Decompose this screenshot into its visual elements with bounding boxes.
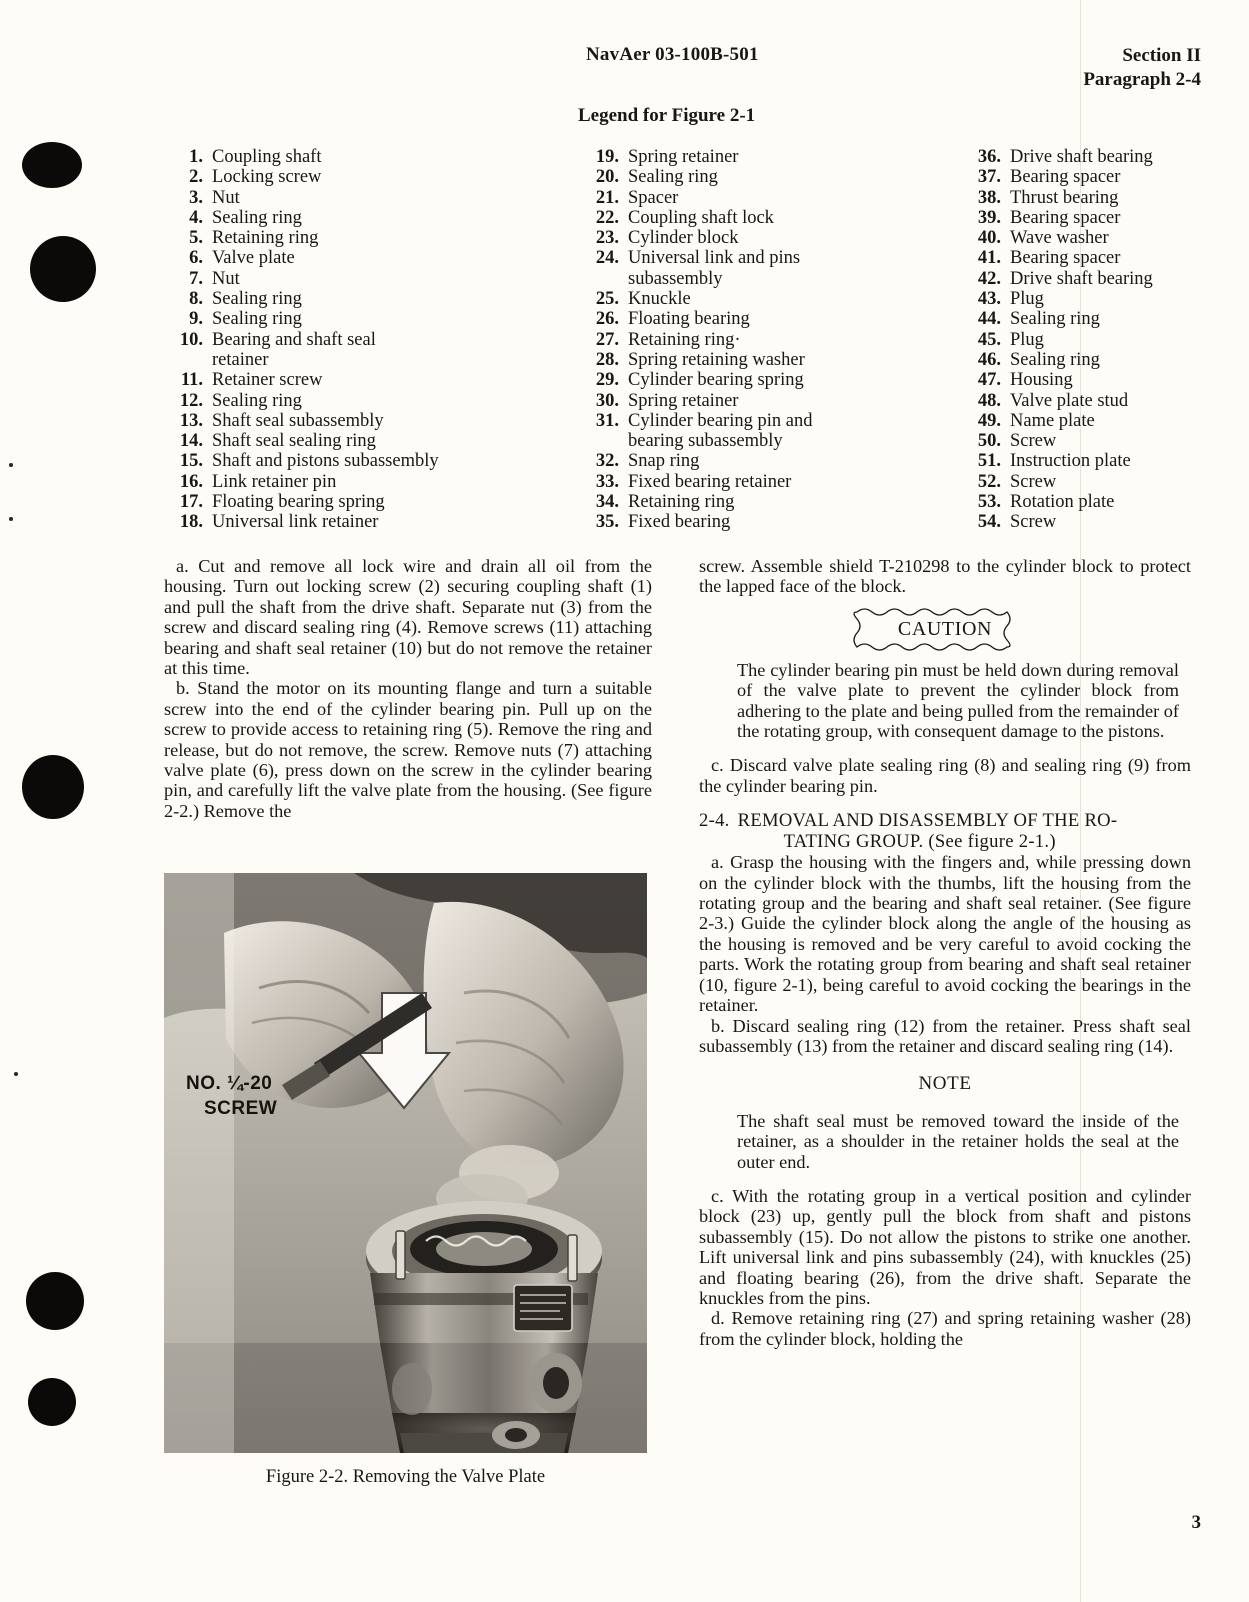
legend-item-label-line1: Fixed bearing retainer bbox=[628, 471, 792, 492]
legend-item-label bbox=[212, 248, 486, 268]
hole-punch-mark bbox=[26, 1272, 84, 1330]
legend-item bbox=[176, 370, 486, 390]
figure-2-2 bbox=[164, 873, 647, 1488]
section-heading-2-4 bbox=[699, 810, 1191, 852]
legend-item-label-line1: Sealing ring bbox=[1010, 349, 1100, 370]
legend-item-label-line1: Knuckle bbox=[628, 289, 691, 310]
hole-punch-mark bbox=[30, 236, 96, 302]
legend-item-number: 14. bbox=[179, 431, 203, 452]
legend-item-label bbox=[212, 228, 486, 248]
legend-item-number: 48. bbox=[977, 390, 1001, 411]
legend-item-label-line1: Valve plate bbox=[212, 248, 295, 269]
legend-item-number: 47. bbox=[977, 370, 1001, 391]
caution-label: CAUTION bbox=[897, 618, 993, 641]
legend-item bbox=[592, 350, 922, 370]
legend-item bbox=[592, 492, 922, 512]
header-section-block bbox=[1083, 44, 1201, 92]
legend-item-label-line1: Cylinder bearing pin and bbox=[628, 410, 813, 431]
legend-item-label-line1: Sealing ring bbox=[212, 207, 302, 228]
legend-item-label-line1: Sealing ring bbox=[628, 167, 718, 188]
legend-item bbox=[592, 208, 922, 228]
legend-item-number: 10. bbox=[179, 329, 203, 350]
legend-item-label bbox=[1010, 350, 1224, 370]
legend-item-label bbox=[628, 451, 922, 471]
legend-item bbox=[592, 309, 922, 329]
legend-item-number: 31. bbox=[595, 410, 619, 431]
legend-item-number: 40. bbox=[977, 228, 1001, 249]
legend-item-number: 28. bbox=[595, 349, 619, 370]
paragraph-b: b. Stand the motor on its mounting flange and turn a suitable screw into the end of the cylinder bearing pin. Pull up on the screw to provide access to retaining ring (5). Remove the ring and release, but do not remove, the screw. Remove nuts (7) attaching valve plate (6), press down on the screw in the cylinder bearing pin, and carefully lift the valve plate from the housing. (See figure 2-2.) Remove the bbox=[164, 678, 652, 821]
legend-item bbox=[176, 492, 486, 512]
legend-item-label-line1: Valve plate stud bbox=[1010, 390, 1129, 411]
legend-item bbox=[974, 451, 1224, 471]
legend-item bbox=[592, 451, 922, 471]
legend-item-number: 11. bbox=[180, 370, 203, 391]
legend-item-label bbox=[1010, 147, 1224, 167]
legend-item-label bbox=[628, 309, 922, 329]
legend-item-label bbox=[212, 147, 486, 167]
legend-item-number: 36. bbox=[977, 147, 1001, 167]
paragraph-a: a. Cut and remove all lock wire and drain all oil from the housing. Turn out locking screw (2) securing coupling shaft (1) and pull the shaft from the drive shaft. Separate nut (3) from the screw and discard sealing ring (4). Remove screws (11) attaching bearing and shaft seal retainer (10) but do not remove the retainer at this time. bbox=[164, 556, 652, 679]
legend-item bbox=[974, 309, 1224, 329]
legend-item-label bbox=[212, 309, 486, 329]
legend-item bbox=[592, 248, 922, 289]
legend-item-label-line2: bearing subassembly bbox=[628, 431, 783, 452]
legend-item bbox=[592, 391, 922, 411]
legend-item-label-line1: Floating bearing bbox=[628, 309, 750, 330]
legend-item-number: 42. bbox=[977, 268, 1001, 289]
legend-item-label-line1: Snap ring bbox=[628, 451, 700, 472]
legend-item-number: 41. bbox=[977, 248, 1001, 269]
legend-item-number: 45. bbox=[977, 329, 1001, 350]
legend-item bbox=[176, 289, 486, 309]
legend-item-number: 39. bbox=[977, 207, 1001, 228]
legend-item bbox=[176, 451, 486, 471]
legend-item bbox=[974, 411, 1224, 431]
legend-item-label-line1: Instruction plate bbox=[1010, 451, 1131, 472]
legend-item bbox=[974, 167, 1224, 187]
legend-item-label bbox=[1010, 411, 1224, 431]
legend-item-number: 7. bbox=[189, 268, 203, 289]
legend-item-label-line1: Link retainer pin bbox=[212, 471, 337, 492]
legend-item-number: 13. bbox=[179, 410, 203, 431]
legend-item-label bbox=[628, 330, 922, 350]
legend-item-label bbox=[1010, 309, 1224, 329]
legend-item bbox=[176, 309, 486, 329]
legend-item bbox=[176, 269, 486, 289]
figure-photograph bbox=[164, 873, 647, 1453]
legend-item-label-line1: Screw bbox=[1010, 431, 1057, 452]
legend-item-label bbox=[212, 431, 486, 451]
legend-item-label-line1: Floating bearing spring bbox=[212, 492, 385, 513]
legend-item bbox=[176, 147, 486, 167]
legend-item-number: 15. bbox=[179, 451, 203, 472]
legend-item-label-line1: Universal link retainer bbox=[212, 512, 379, 533]
legend-item-label bbox=[628, 289, 922, 309]
legend-item-label-line1: Housing bbox=[1010, 370, 1073, 391]
caution-body-block bbox=[699, 660, 1191, 742]
legend-item-number: 23. bbox=[595, 228, 619, 249]
legend-item bbox=[974, 512, 1224, 532]
legend-item-number: 24. bbox=[595, 248, 619, 269]
legend-item-label bbox=[628, 188, 922, 208]
legend-item-number: 6. bbox=[189, 248, 203, 269]
legend-item-label-line1: Retaining ring· bbox=[628, 329, 741, 350]
legend-item-number: 38. bbox=[977, 187, 1001, 208]
legend-item-label-line1: Coupling shaft lock bbox=[628, 207, 774, 228]
legend-item bbox=[974, 147, 1224, 167]
legend-item-number: 34. bbox=[595, 492, 619, 513]
legend-item-label-line1: Drive shaft bearing bbox=[1010, 268, 1153, 289]
legend-item bbox=[592, 147, 922, 167]
legend-item-label bbox=[1010, 431, 1224, 451]
legend-item-number: 9. bbox=[189, 309, 203, 330]
legend-item bbox=[974, 350, 1224, 370]
note-body-block bbox=[699, 1111, 1191, 1172]
paragraph-2-4-c: c. With the rotating group in a vertical position and cylinder block (23) up, gently pull the block from shaft and pistons subassembly (15). Do not allow the pistons to strike one another. Lift universal link and pins subassembly (24), with knuckles (25) and floating bearing (26), from the drive shaft. Separate the knuckles from the pins. bbox=[699, 1185, 1191, 1308]
legend-item-label bbox=[1010, 248, 1224, 268]
legend-item bbox=[176, 512, 486, 532]
legend-item-label-line1: Drive shaft bearing bbox=[1010, 147, 1153, 167]
body-column-right bbox=[699, 556, 1191, 1349]
legend-item-label-line1: Thrust bearing bbox=[1010, 187, 1119, 208]
legend-item bbox=[592, 370, 922, 390]
legend-item-label bbox=[628, 208, 922, 228]
legend-item-number: 26. bbox=[595, 309, 619, 330]
legend-item bbox=[974, 330, 1224, 350]
legend-item bbox=[176, 228, 486, 248]
legend-item-number: 30. bbox=[595, 390, 619, 411]
legend-item-number: 49. bbox=[977, 410, 1001, 431]
legend-item-label bbox=[1010, 330, 1224, 350]
legend-item-label-line2: subassembly bbox=[628, 268, 723, 289]
legend-item-label bbox=[212, 330, 486, 371]
legend-item bbox=[592, 330, 922, 350]
legend-item-label bbox=[212, 512, 486, 532]
caution-box-wrapper bbox=[699, 607, 1191, 652]
legend-item-label bbox=[212, 451, 486, 471]
legend-item bbox=[592, 472, 922, 492]
photo-callout-line1: NO. ¼-20 bbox=[186, 1073, 273, 1094]
document-number: NavAer 03-100B-501 bbox=[586, 44, 759, 65]
legend-item-label-line1: Retaining ring bbox=[628, 492, 735, 513]
legend-item-label-line1: Locking screw bbox=[212, 167, 322, 188]
legend-item-number: 3. bbox=[189, 187, 203, 208]
legend-item bbox=[974, 208, 1224, 228]
legend-item-number: 52. bbox=[977, 471, 1001, 492]
legend-title: Legend for Figure 2-1 bbox=[578, 105, 756, 126]
legend-item-label-line1: Nut bbox=[212, 268, 240, 289]
legend-item-label-line1: Shaft seal sealing ring bbox=[212, 431, 376, 452]
legend-item-label bbox=[628, 492, 922, 512]
legend-item-number: 27. bbox=[595, 329, 619, 350]
legend-item bbox=[176, 248, 486, 268]
legend-item-label-line1: Plug bbox=[1010, 329, 1044, 350]
legend-item-label-line1: Fixed bearing bbox=[628, 512, 731, 533]
legend-item-label-line1: Bearing spacer bbox=[1010, 248, 1121, 269]
legend-item-number: 32. bbox=[595, 451, 619, 472]
legend-item-label bbox=[628, 248, 922, 289]
legend-item-label bbox=[1010, 188, 1224, 208]
legend-item-label bbox=[628, 147, 922, 167]
legend-item-label bbox=[1010, 370, 1224, 390]
legend-item-number: 18. bbox=[179, 512, 203, 533]
legend-column-3 bbox=[974, 147, 1224, 533]
legend-item-label-line1: Sealing ring bbox=[212, 390, 302, 411]
legend-item-number: 8. bbox=[189, 289, 203, 310]
legend-item-number: 43. bbox=[977, 289, 1001, 310]
legend-item-label-line1: Cylinder block bbox=[628, 228, 739, 249]
legend-item-label bbox=[628, 411, 922, 452]
section-label: Section II bbox=[1122, 45, 1201, 66]
page-number: 3 bbox=[1191, 1512, 1201, 1533]
legend-item-label bbox=[1010, 269, 1224, 289]
legend-item-label bbox=[212, 188, 486, 208]
note-body: The shaft seal must be removed toward the inside of the retainer, as a shoulder in the retainer holds the seal at the outer end. bbox=[737, 1110, 1179, 1172]
paragraph-2-4-d: d. Remove retaining ring (27) and spring retaining washer (28) from the cylinder block, holding the bbox=[699, 1308, 1191, 1349]
legend-item-label-line1: Spacer bbox=[628, 187, 679, 208]
legend-item-label-line1: Sealing ring bbox=[212, 289, 302, 310]
hole-punch-mark bbox=[22, 142, 82, 188]
legend-item-label bbox=[1010, 167, 1224, 187]
legend-item-label-line1: Screw bbox=[1010, 471, 1057, 492]
legend-item-number: 54. bbox=[977, 512, 1001, 533]
legend-item-label bbox=[628, 370, 922, 390]
legend-item-number: 4. bbox=[189, 207, 203, 228]
legend-item bbox=[176, 391, 486, 411]
paragraph-label: Paragraph 2-4 bbox=[1083, 69, 1201, 90]
legend-item-label bbox=[212, 269, 486, 289]
legend-item-number: 33. bbox=[595, 471, 619, 492]
legend-item bbox=[176, 188, 486, 208]
legend-item-number: 12. bbox=[179, 390, 203, 411]
legend-item-number: 29. bbox=[595, 370, 619, 391]
legend-item bbox=[974, 269, 1224, 289]
legend-item-label bbox=[1010, 472, 1224, 492]
legend-item-number: 16. bbox=[179, 471, 203, 492]
legend-item-number: 44. bbox=[977, 309, 1001, 330]
body-column-left bbox=[164, 556, 652, 821]
legend-item-label bbox=[212, 472, 486, 492]
legend-item-number: 37. bbox=[977, 167, 1001, 188]
legend-item bbox=[176, 431, 486, 451]
scan-speck bbox=[14, 1072, 18, 1076]
paragraph-c: c. Discard valve plate sealing ring (8) and sealing ring (9) from the cylinder bearing pin. bbox=[699, 755, 1191, 796]
legend-item bbox=[176, 411, 486, 431]
legend-item-number: 1. bbox=[189, 147, 203, 167]
legend-item bbox=[974, 370, 1224, 390]
legend-column-1 bbox=[176, 147, 486, 533]
legend-item-label-line1: Rotation plate bbox=[1010, 492, 1115, 513]
scan-speck bbox=[9, 517, 13, 521]
legend-item bbox=[592, 188, 922, 208]
legend-item bbox=[592, 512, 922, 532]
caution-box bbox=[853, 607, 1037, 652]
legend-item-label bbox=[628, 472, 922, 492]
section-title-line2: TATING GROUP. (See figure 2-1.) bbox=[783, 831, 1056, 853]
legend-item-label-line1: Wave washer bbox=[1010, 228, 1109, 249]
legend-item-label-line1: Plug bbox=[1010, 289, 1044, 310]
legend-item-number: 5. bbox=[189, 228, 203, 249]
legend-block bbox=[0, 147, 1249, 537]
legend-item bbox=[176, 208, 486, 228]
legend-item-label-line2: retainer bbox=[212, 349, 269, 370]
legend-item bbox=[974, 188, 1224, 208]
legend-item-label bbox=[628, 512, 922, 532]
legend-item-label bbox=[1010, 451, 1224, 471]
photo-callout-line2: SCREW bbox=[204, 1098, 278, 1119]
legend-item-label-line1: Universal link and pins bbox=[628, 248, 801, 269]
legend-item bbox=[176, 330, 486, 371]
legend-item bbox=[176, 472, 486, 492]
legend-item-label bbox=[212, 167, 486, 187]
legend-item-label-line1: Screw bbox=[1010, 512, 1057, 533]
scan-speck bbox=[9, 463, 13, 467]
legend-item bbox=[592, 167, 922, 187]
legend-item-number: 53. bbox=[977, 492, 1001, 513]
legend-item-label bbox=[1010, 492, 1224, 512]
legend-item-label-line1: Bearing spacer bbox=[1010, 207, 1121, 228]
legend-item-label-line1: Spring retaining washer bbox=[628, 349, 805, 370]
photo-callout-label bbox=[186, 1071, 277, 1121]
legend-item-number: 21. bbox=[595, 187, 619, 208]
page-header bbox=[0, 44, 1249, 104]
legend-item-number: 25. bbox=[595, 289, 619, 310]
legend-item-label bbox=[628, 228, 922, 248]
legend-item-label bbox=[212, 492, 486, 512]
legend-item-number: 19. bbox=[595, 147, 619, 167]
legend-item-label bbox=[212, 370, 486, 390]
paragraph-2-4-b: b. Discard sealing ring (12) from the retainer. Press shaft seal subassembly (13) from the retainer and discard sealing ring (14). bbox=[699, 1015, 1191, 1056]
legend-item bbox=[974, 228, 1224, 248]
legend-item bbox=[974, 431, 1224, 451]
legend-item bbox=[592, 228, 922, 248]
legend-item bbox=[974, 391, 1224, 411]
legend-column-2 bbox=[592, 147, 922, 533]
legend-item-label-line1: Retaining ring bbox=[212, 228, 319, 249]
legend-item-number: 17. bbox=[179, 492, 203, 513]
legend-item-label-line1: Coupling shaft bbox=[212, 147, 322, 167]
legend-item-label-line1: Bearing and shaft seal bbox=[212, 329, 376, 350]
legend-item-label bbox=[1010, 391, 1224, 411]
legend-item bbox=[974, 472, 1224, 492]
legend-item-label-line1: Retainer screw bbox=[212, 370, 323, 391]
legend-item-label bbox=[628, 391, 922, 411]
legend-item bbox=[592, 289, 922, 309]
legend-item-label bbox=[212, 411, 486, 431]
legend-item-label bbox=[628, 167, 922, 187]
legend-item bbox=[592, 411, 922, 452]
legend-item bbox=[974, 289, 1224, 309]
legend-item-label bbox=[1010, 208, 1224, 228]
legend-item-label-line1: Spring retainer bbox=[628, 390, 739, 411]
legend-item-label bbox=[628, 350, 922, 370]
legend-item-label bbox=[212, 391, 486, 411]
legend-item-label bbox=[1010, 512, 1224, 532]
legend-item-label bbox=[1010, 289, 1224, 309]
legend-item-number: 50. bbox=[977, 431, 1001, 452]
legend-item-number: 2. bbox=[189, 167, 203, 188]
legend-item-number: 35. bbox=[595, 512, 619, 533]
legend-item bbox=[176, 167, 486, 187]
legend-item-number: 20. bbox=[595, 167, 619, 188]
legend-item-number: 22. bbox=[595, 207, 619, 228]
note-label: NOTE bbox=[918, 1073, 972, 1095]
hole-punch-mark bbox=[22, 755, 84, 819]
hole-punch-mark bbox=[28, 1378, 76, 1426]
figure-caption: Figure 2-2. Removing the Valve Plate bbox=[265, 1467, 546, 1487]
legend-item-label bbox=[212, 208, 486, 228]
paragraph-continued: screw. Assemble shield T-210298 to the cylinder block to protect the lapped face of the block. bbox=[699, 556, 1191, 597]
legend-item-label-line1: Nut bbox=[212, 187, 240, 208]
legend-item-number: 46. bbox=[977, 349, 1001, 370]
scan-streak bbox=[1080, 0, 1081, 1602]
legend-item bbox=[974, 248, 1224, 268]
legend-item-label-line1: Shaft and pistons subassembly bbox=[212, 451, 439, 472]
legend-item-label-line1: Bearing spacer bbox=[1010, 167, 1121, 188]
paragraph-2-4-a: a. Grasp the housing with the fingers and, while pressing down on the cylinder block with the thumbs, lift the housing from the rotating group and the bearing and shaft seal retainer. (See figure 2-3.) Guide the cylinder block along the angle of the housing as the housing is removed and be very careful to avoid cocking the parts. Work the rotating group from bearing and shaft seal retainer (10, figure 2-1), being careful to avoid cocking the bearings in the retainer. bbox=[699, 852, 1191, 1016]
legend-item-label-line1: Spring retainer bbox=[628, 147, 739, 167]
legend-item-label-line1: Sealing ring bbox=[1010, 309, 1100, 330]
section-title-line1: REMOVAL AND DISASSEMBLY OF THE RO- bbox=[737, 810, 1118, 832]
legend-item-label-line1: Name plate bbox=[1010, 410, 1095, 431]
legend-item-number: 51. bbox=[977, 451, 1001, 472]
legend-item-label-line1: Sealing ring bbox=[212, 309, 302, 330]
section-number: 2-4. bbox=[699, 810, 730, 832]
legend-item bbox=[974, 492, 1224, 512]
legend-item-label-line1: Cylinder bearing spring bbox=[628, 370, 804, 391]
caution-body: The cylinder bearing pin must be held down during removal of the valve plate to prevent the cylinder block from adhering to the plate and being pulled from the remainder of the rotating group, with consequent damage to the pistons. bbox=[737, 659, 1179, 742]
legend-item-label bbox=[1010, 228, 1224, 248]
legend-item-label bbox=[212, 289, 486, 309]
legend-item-label-line1: Shaft seal subassembly bbox=[212, 410, 384, 431]
section-title bbox=[738, 810, 1191, 852]
